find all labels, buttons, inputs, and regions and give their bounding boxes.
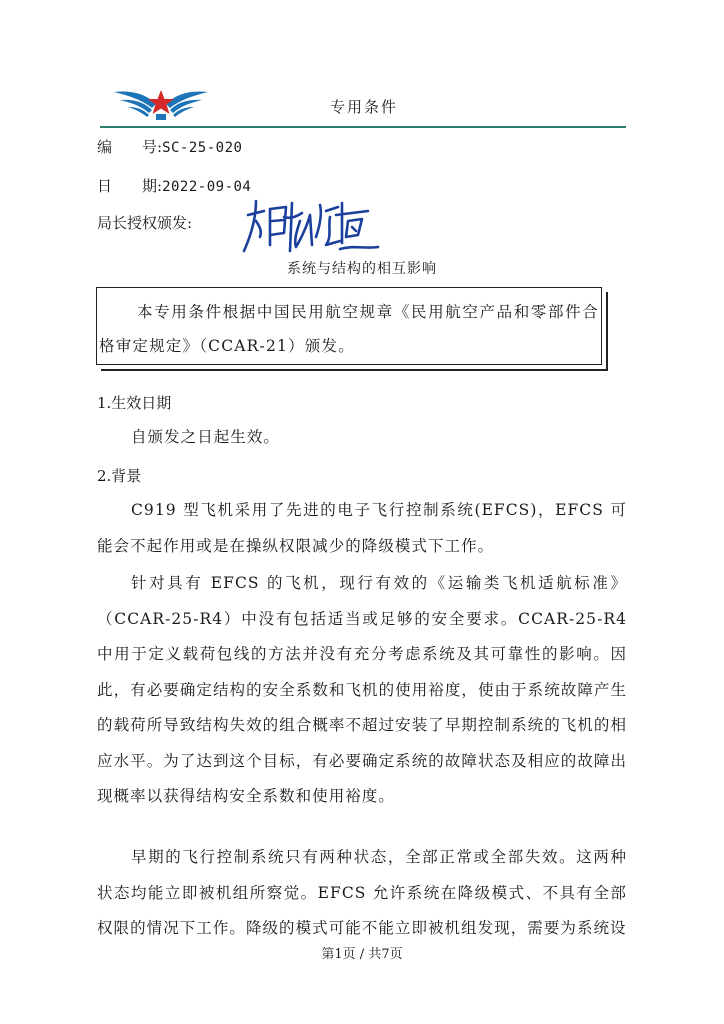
signature-icon (230, 193, 380, 259)
paragraph: 针对具有 EFCS 的飞机，现行有效的《运输类飞机适航标准》（CCAR-25-R4）中没有包括适当或足够的安全要求。CCAR-25-R4 中用于定义载荷包线的方法并没有充分考虑系统及其可靠性的影响。因此，有必要确定结构的安全系数和飞机的使用裕度，使由于系统故障产生的载荷所导致结构失效的组合概率不超过安装了早期控制系统的飞机的相应水平。为了达到这个目标，有必要确定系统的故障状态及相应的故障出现概率以获得结构安全系数和使用裕度。 (97, 574, 627, 805)
issuance-notice-box (96, 287, 602, 365)
header-divider (100, 126, 626, 128)
page-footer: 第1页 / 共7页 (321, 947, 403, 962)
document-number-value: SC-25-020 (162, 140, 243, 156)
document-date-value: 2022-09-04 (162, 179, 252, 195)
document-date-row (97, 175, 251, 196)
section-heading: 1.生效日期 (97, 394, 172, 412)
caac-logo-icon (112, 84, 210, 124)
paragraph: 自颁发之日起生效。 (131, 428, 280, 446)
paragraph: C919 型飞机采用了先进的电子飞行控制系统(EFCS)，EFCS 可能会不起作用或是在操纵权限减少的降级模式下工作。 (97, 501, 627, 555)
authority-row (97, 212, 192, 233)
document-number-label: 编 号: (97, 138, 163, 156)
section-heading: 2.背景 (97, 467, 142, 485)
document-date-label: 日 期: (97, 177, 163, 195)
issuance-notice-text: 本专用条件根据中国民用航空规章《民用航空产品和零部件合格审定规定》（CCAR-21）颁发。 (99, 303, 599, 355)
document-title: 系统与结构的相互影响 (287, 261, 437, 277)
paragraph: 早期的飞行控制系统只有两种状态，全部正常或全部失效。这两种状态均能立即被机组所察觉。EFCS 允许系统在降级模式、不具有全部权限的情况下工作。降级的模式可能不能立即被机组发现，需要为系统设 (97, 848, 627, 937)
header-title: 专用条件 (330, 98, 399, 116)
authority-label: 局长授权颁发: (97, 214, 193, 232)
document-number-row (97, 136, 242, 157)
